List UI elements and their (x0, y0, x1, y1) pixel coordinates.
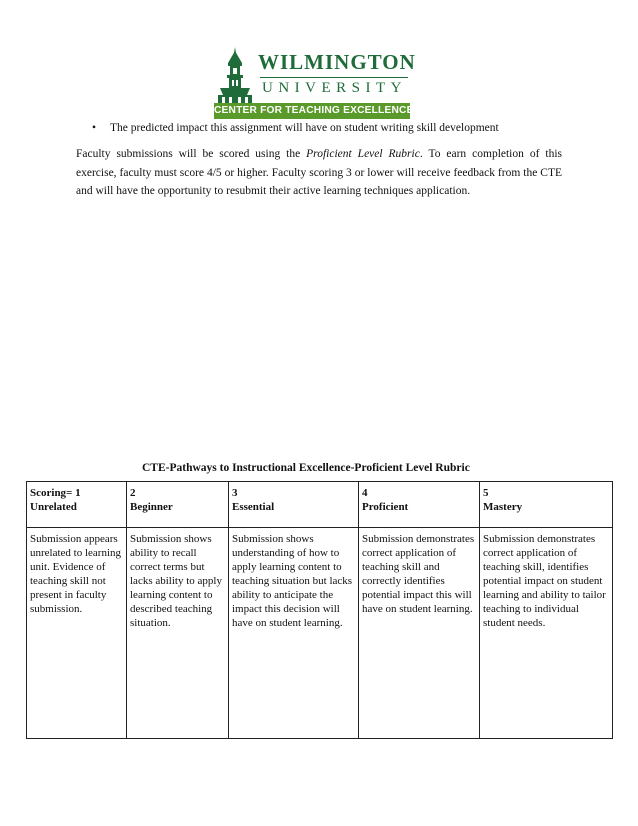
scoring-paragraph (76, 145, 562, 201)
header-level: Beginner (130, 501, 173, 513)
description-cell-mastery: Submission demonstrates correct application of teaching skill, identifies potential impact on student learning and ability to tailor teaching to individual student needs. (480, 528, 613, 739)
bullet-text: The predicted impact this assignment will have on student writing skill development (110, 122, 499, 134)
rubric-name-emphasis: Proficient Level Rubric (306, 148, 420, 160)
paragraph-text-after: . To earn completion of this exercise, faculty must score 4/5 or higher. Faculty scoring 3 or lower will receive feedback from the CTE and will have the opportunity to resubmit their active learning techniques application. (76, 148, 562, 197)
header-level: Unrelated (30, 501, 77, 513)
bullet-item (92, 122, 499, 134)
logo-rule (260, 77, 408, 78)
header-cell-proficient (359, 482, 480, 528)
description-cell-beginner: Submission shows ability to recall correct terms but lacks ability to apply learning content to described teaching situation. (127, 528, 229, 739)
header-level: Proficient (362, 501, 409, 513)
header-score: Scoring= 1 (30, 487, 81, 499)
description-cell-essential: Submission shows understanding of how to apply learning content to teaching situation but lacks ability to anticipate the impact this decision will have on student learning. (229, 528, 359, 739)
rubric-description-row (27, 528, 613, 739)
header-score: 3 (232, 487, 238, 499)
header-score: 4 (362, 487, 368, 499)
header-score: 5 (483, 487, 489, 499)
header-level: Mastery (483, 501, 523, 513)
header-score: 2 (130, 487, 136, 499)
header-level: Essential (232, 501, 275, 513)
header-cell-essential (229, 482, 359, 528)
rubric-title: CTE-Pathways to Instructional Excellence-Proficient Level Rubric (142, 462, 470, 474)
logo-wordmark-university: UNIVERSITY (262, 80, 407, 96)
description-cell-proficient: Submission demonstrates correct application of teaching skill and correctly identifies potential impact this will have on student learning. (359, 528, 480, 739)
bullet-dot: • (92, 122, 97, 134)
description-cell-unrelated: Submission appears unrelated to learning unit. Evidence of teaching skill not present in faculty submission. (27, 528, 127, 739)
rubric-table (26, 481, 613, 739)
header-cell-unrelated (27, 482, 127, 528)
university-logo (214, 47, 416, 121)
rubric-header-row (27, 482, 613, 528)
paragraph-text-before: Faculty submissions will be scored using the (76, 148, 307, 160)
header-cell-mastery (480, 482, 613, 528)
logo-banner: CENTER FOR TEACHING EXCELLENCE (214, 103, 410, 119)
header-cell-beginner (127, 482, 229, 528)
logo-wordmark-wilmington: WILMINGTON (258, 50, 416, 74)
